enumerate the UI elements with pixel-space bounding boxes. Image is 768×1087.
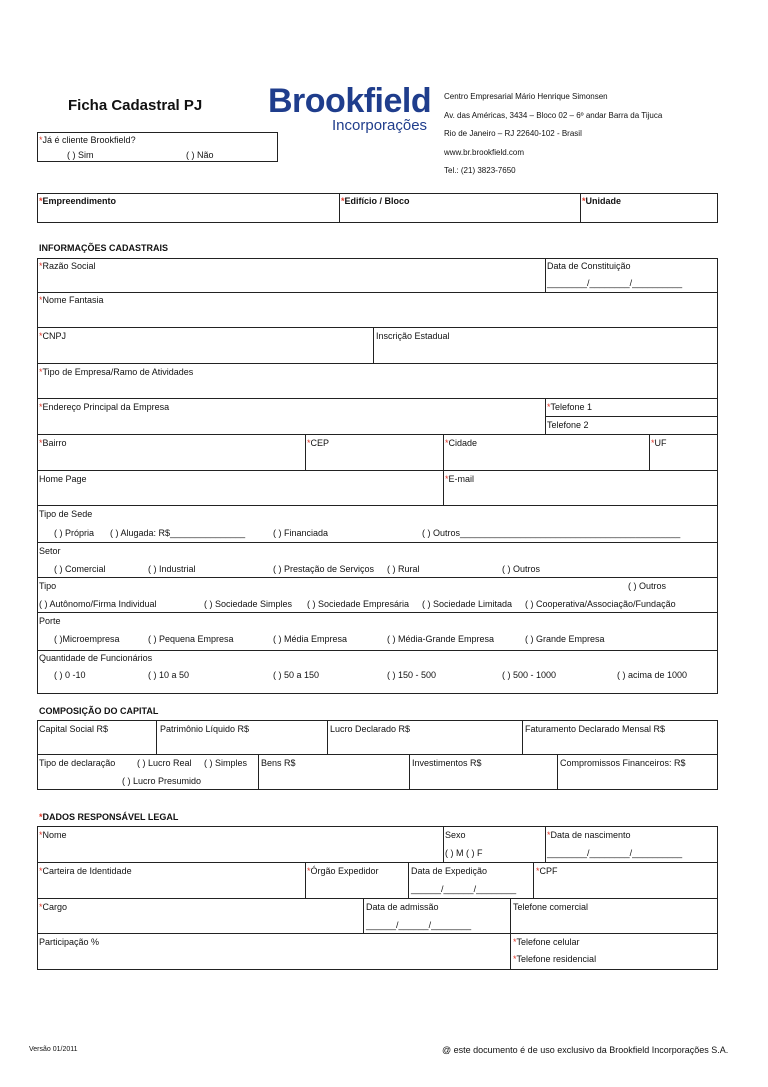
tipo-autonomo-option[interactable]: ( ) Autônomo/Firma Individual: [39, 599, 157, 609]
data-admissao-input[interactable]: ______/______/________: [366, 920, 472, 930]
orgao-expedidor-field[interactable]: *Órgão Expedidor: [307, 866, 379, 876]
opt-sim-checkbox[interactable]: ( ) Sim: [67, 150, 94, 160]
porte-micro-option[interactable]: ( )Microempresa: [54, 634, 120, 644]
razao-social-field[interactable]: *Razão Social: [39, 261, 96, 271]
sede-alugada-option[interactable]: ( ) Alugada: R$_______________: [110, 528, 246, 538]
cep-field[interactable]: *CEP: [307, 438, 330, 448]
section-cadastrais: INFORMAÇÕES CADASTRAIS: [39, 243, 169, 253]
participacao-field[interactable]: Participação %: [39, 937, 100, 947]
company-address: [444, 88, 662, 181]
qtd-10-50-option[interactable]: ( ) 10 a 50: [148, 670, 190, 680]
empreendimento-field[interactable]: *Empreendimento: [39, 196, 117, 206]
sede-propria-option[interactable]: ( ) Própria: [54, 528, 95, 538]
cidade-field[interactable]: *Cidade: [445, 438, 478, 448]
logo-word: Brookfield: [268, 82, 432, 120]
setor-prestacao-option[interactable]: ( ) Prestação de Serviços: [273, 564, 375, 574]
footer-notice: @ este documento é de uso exclusivo da Brookfield Incorporações S.A.: [442, 1045, 729, 1055]
section-capital: COMPOSIÇÃO DO CAPITAL: [39, 706, 159, 716]
data-constituicao-label: Data de Constituição: [547, 261, 631, 271]
address-line: www.br.brookfield.com: [444, 147, 525, 157]
setor-industrial-option[interactable]: ( ) Industrial: [148, 564, 196, 574]
client-question: *Já é cliente Brookfield?: [39, 135, 136, 145]
data-expedicao-input[interactable]: ______/______/________: [411, 884, 517, 894]
identidade-field[interactable]: *Carteira de Identidade: [39, 866, 132, 876]
bens-field[interactable]: Bens R$: [261, 758, 296, 768]
patrimonio-field[interactable]: Patrimônio Líquido R$: [160, 724, 250, 734]
tipo-simples-option[interactable]: ( ) Sociedade Simples: [204, 599, 293, 609]
page-title: Ficha Cadastral PJ: [68, 97, 203, 114]
qtd-500-1000-option[interactable]: ( ) 500 - 1000: [502, 670, 557, 680]
telefone-celular-field[interactable]: *Telefone celular: [513, 937, 580, 947]
porte-label: Porte: [39, 616, 61, 626]
setor-label: Setor: [39, 546, 61, 556]
sede-outros-option[interactable]: ( ) Outros____________________________________________: [422, 528, 681, 538]
edificio-field[interactable]: *Edifício / Bloco: [341, 196, 410, 206]
tipo-cooperativa-option[interactable]: ( ) Cooperativa/Associação/Fundação: [525, 599, 676, 609]
data-constituicao-input[interactable]: ________/________/__________: [547, 278, 683, 288]
sexo-options[interactable]: ( ) M ( ) F: [445, 848, 483, 858]
lucro-declarado-field[interactable]: Lucro Declarado R$: [330, 724, 411, 734]
porte-media-option[interactable]: ( ) Média Empresa: [273, 634, 348, 644]
porte-media-grande-option[interactable]: ( ) Média-Grande Empresa: [387, 634, 495, 644]
telefone-comercial-field[interactable]: Telefone comercial: [513, 902, 589, 912]
cnpj-field[interactable]: *CNPJ: [39, 331, 67, 341]
inscricao-estadual-field[interactable]: Inscrição Estadual: [376, 331, 450, 341]
simples-option[interactable]: ( ) Simples: [204, 758, 248, 768]
compromissos-field[interactable]: Compromissos Financeiros: R$: [560, 758, 686, 768]
brookfield-logo: [268, 84, 431, 134]
address-line: Av. das Américas, 3434 – Bloco 02 – 6º andar Barra da Tijuca: [444, 110, 663, 120]
section-responsavel: *DADOS RESPONSÁVEL LEGAL: [39, 812, 179, 822]
version-label: Versão 01/2011: [29, 1046, 78, 1053]
telefone2-field[interactable]: Telefone 2: [547, 420, 589, 430]
data-expedicao-label: Data de Expedição: [411, 866, 488, 876]
lucro-real-option[interactable]: ( ) Lucro Real: [137, 758, 192, 768]
qtd-150-500-option[interactable]: ( ) 150 - 500: [387, 670, 437, 680]
porte-pequena-option[interactable]: ( ) Pequena Empresa: [148, 634, 234, 644]
tipo-label: Tipo: [39, 581, 57, 591]
email-field[interactable]: *E-mail: [445, 474, 475, 484]
address-line: Tel.: (21) 3823-7650: [444, 166, 516, 175]
setor-rural-option[interactable]: ( ) Rural: [387, 564, 420, 574]
opt-nao-checkbox[interactable]: ( ) Não: [186, 150, 214, 160]
qtd-0-10-option[interactable]: ( ) 0 -10: [54, 670, 86, 680]
tipo-limitada-option[interactable]: ( ) Sociedade Limitada: [422, 599, 513, 609]
faturamento-field[interactable]: Faturamento Declarado Mensal R$: [525, 724, 666, 734]
nome-fantasia-field[interactable]: *Nome Fantasia: [39, 295, 104, 305]
telefone-residencial-field[interactable]: *Telefone residencial: [513, 954, 597, 964]
nascimento-input[interactable]: ________/________/__________: [547, 848, 683, 858]
tipo-empresaria-option[interactable]: ( ) Sociedade Empresária: [307, 599, 410, 609]
cpf-field[interactable]: *CPF: [536, 866, 558, 876]
qtd-acima-1000-option[interactable]: ( ) acima de 1000: [617, 670, 688, 680]
endereco-field[interactable]: *Endereço Principal da Empresa: [39, 402, 170, 412]
setor-outros-option[interactable]: ( ) Outros: [502, 564, 541, 574]
data-admissao-label: Data de admissão: [366, 902, 439, 912]
telefone1-field[interactable]: *Telefone 1: [547, 402, 593, 412]
uf-field[interactable]: *UF: [651, 438, 667, 448]
sede-financiada-option[interactable]: ( ) Financiada: [273, 528, 329, 538]
address-line: Rio de Janeiro – RJ 22640-102 - Brasil: [444, 129, 582, 138]
lucro-presumido-option[interactable]: ( ) Lucro Presumido: [122, 776, 202, 786]
tipo-sede-label: Tipo de Sede: [39, 509, 93, 519]
tipo-empresa-field[interactable]: *Tipo de Empresa/Ramo de Atividades: [39, 367, 194, 377]
qtd-50-150-option[interactable]: ( ) 50 a 150: [273, 670, 320, 680]
nascimento-label: *Data de nascimento: [547, 830, 631, 840]
cadastrais-box: [37, 258, 718, 694]
address-line: Centro Empresarial Mário Henrique Simonsen: [444, 92, 608, 101]
homepage-field[interactable]: Home Page: [39, 474, 87, 484]
nome-field[interactable]: *Nome: [39, 830, 67, 840]
unidade-field[interactable]: *Unidade: [582, 196, 622, 206]
sexo-label: Sexo: [445, 830, 466, 840]
bairro-field[interactable]: *Bairro: [39, 438, 67, 448]
porte-grande-option[interactable]: ( ) Grande Empresa: [525, 634, 605, 644]
investimentos-field[interactable]: Investimentos R$: [412, 758, 482, 768]
capital-social-field[interactable]: Capital Social R$: [39, 724, 109, 734]
logo-subtitle: Incorporações: [332, 117, 428, 134]
cargo-field[interactable]: *Cargo: [39, 902, 68, 912]
tipo-declaracao-label: Tipo de declaração: [39, 758, 116, 768]
tipo-outros-option[interactable]: ( ) Outros: [628, 581, 667, 591]
setor-comercial-option[interactable]: ( ) Comercial: [54, 564, 106, 574]
qtd-funcionarios-label: Quantidade de Funcionários: [39, 653, 153, 663]
